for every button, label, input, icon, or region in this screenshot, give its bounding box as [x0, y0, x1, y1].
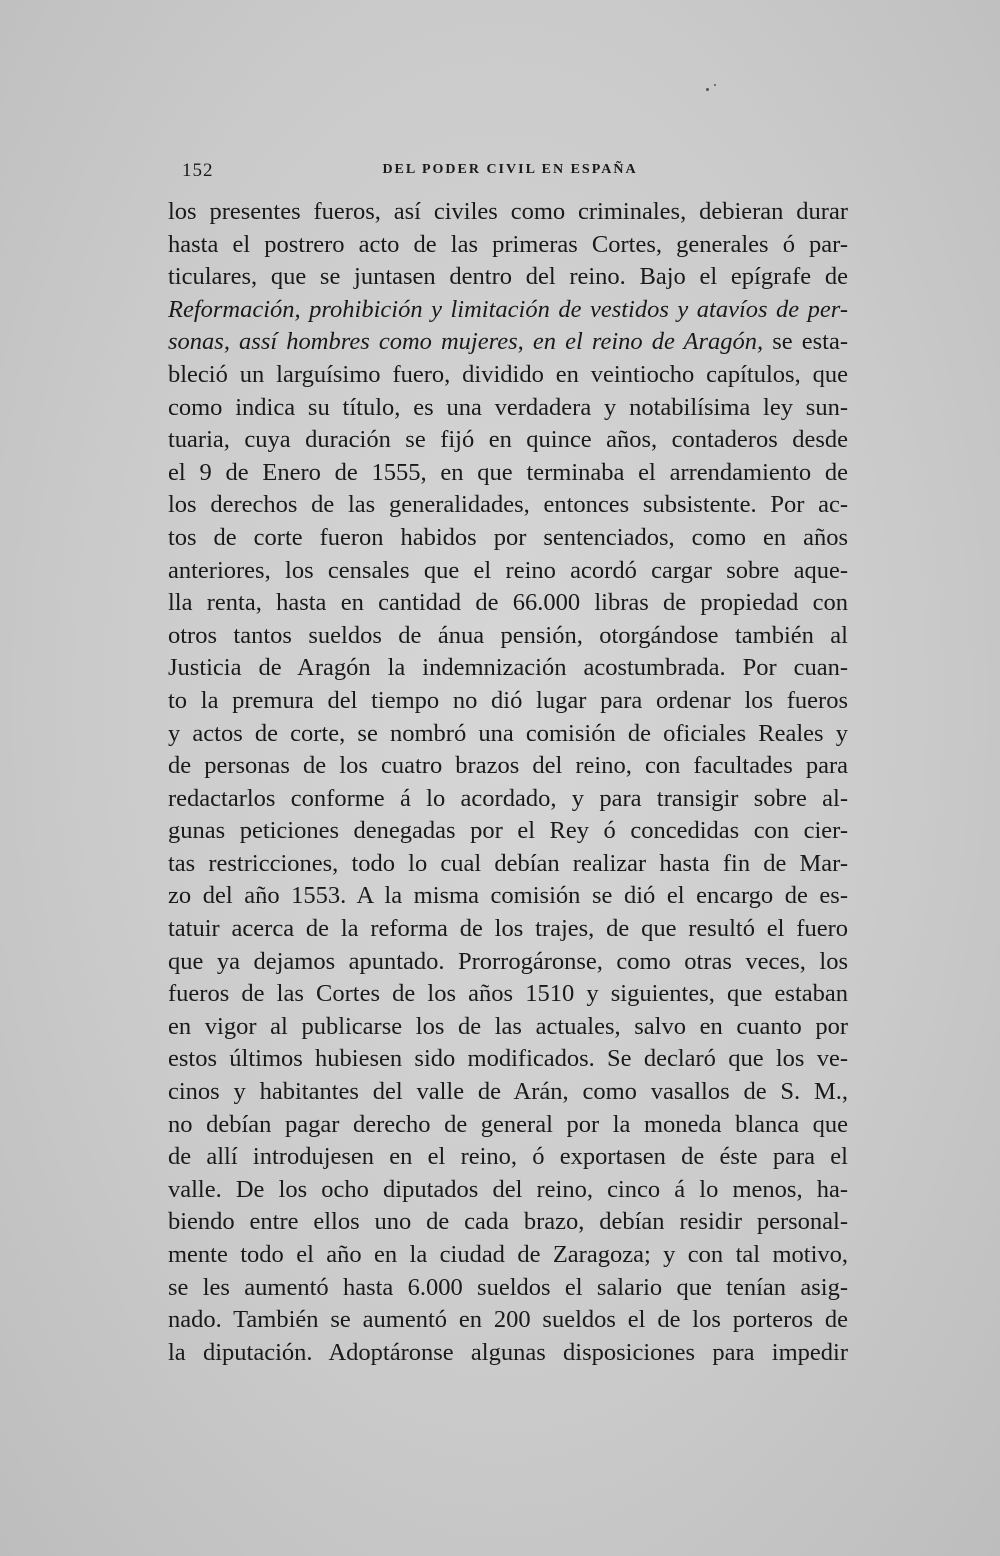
text-line: [168, 652, 848, 685]
italic-text: sonas, assí hombres como mujeres, en el reino de Aragón,: [168, 328, 764, 356]
text-line: [168, 489, 848, 522]
text-run: de personas de los cuatro brazos del reino, con facultades para: [168, 752, 848, 780]
text-run: la diputación. Adoptáronse algunas disposiciones para impedir: [168, 1338, 848, 1366]
text-line: [168, 978, 848, 1011]
text-line: [168, 1141, 848, 1174]
text-line: [168, 880, 848, 913]
text-line: [168, 229, 848, 262]
text-line: [168, 620, 848, 653]
text-line: [168, 1304, 848, 1337]
text-run: tas restricciones, todo lo cual debían realizar hasta fin de Mar-: [168, 849, 848, 877]
text-run: de allí introdujesen en el reino, ó exportasen de éste para el: [168, 1143, 848, 1171]
text-line: [168, 522, 848, 555]
text-line: [168, 1206, 848, 1239]
text-line: [168, 424, 848, 457]
text-line: [168, 359, 848, 392]
text-run: Justicia de Aragón la indemnización acostumbrada. Por cuan-: [168, 654, 848, 682]
text-line: [168, 294, 848, 327]
text-line: [168, 848, 848, 881]
text-run: hasta el postrero acto de las primeras Cortes, generales ó par-: [168, 230, 848, 258]
text-line: [168, 261, 848, 294]
text-run: estos últimos hubiesen sido modificados. Se declaró que los ve-: [168, 1045, 848, 1073]
text-run: anteriores, los censales que el reino acordó cargar sobre aque-: [168, 556, 848, 584]
text-line: [168, 1239, 848, 1272]
text-run: los presentes fueros, así civiles como criminales, debieran durar: [168, 198, 848, 225]
text-line: [168, 1043, 848, 1076]
text-run: otros tantos sueldos de ánua pensión, otorgándose también al: [168, 621, 848, 649]
text-line: [168, 1272, 848, 1305]
text-run: nado. También se aumentó en 200 sueldos el de los porteros de: [168, 1306, 848, 1334]
text-line: [168, 1076, 848, 1109]
text-run: biendo entre ellos uno de cada brazo, debían residir personal-: [168, 1208, 848, 1236]
text-run: no debían pagar derecho de general por la moneda blanca que: [168, 1110, 848, 1138]
text-line: [168, 1011, 848, 1044]
text-run: bleció un larguísimo fuero, dividido en veintiocho capítulos, que: [168, 360, 848, 388]
text-line: [168, 815, 848, 848]
text-run: los derechos de las generalidades, entonces subsistente. Por ac-: [168, 491, 848, 519]
page-number: 152: [182, 160, 214, 181]
text-run: to la premura del tiempo no dió lugar para ordenar los fueros: [168, 686, 848, 714]
text-run: el 9 de Enero de 1555, en que terminaba el arrendamiento de: [168, 458, 848, 486]
text-line: [168, 913, 848, 946]
text-line: [168, 685, 848, 718]
text-line: [168, 326, 848, 359]
ink-speck: [714, 84, 716, 86]
text-run: tuaria, cuya duración se fijó en quince años, contaderos desde: [168, 426, 848, 454]
text-line: [168, 587, 848, 620]
running-title: DEL PODER CIVIL EN ESPAÑA: [382, 162, 638, 177]
text-line: [168, 1174, 848, 1207]
text-run: tos de corte fueron habidos por sentenciados, como en años: [168, 523, 848, 551]
text-run: que ya dejamos apuntado. Prorrogáronse, como otras veces, los: [168, 947, 848, 975]
text-run: valle. De los ocho diputados del reino, cinco á lo menos, ha-: [168, 1175, 848, 1203]
text-line: [168, 718, 848, 751]
text-run: mente todo el año en la ciudad de Zaragoza; y con tal motivo,: [168, 1241, 848, 1268]
text-run: zo del año 1553. A la misma comisión se dió el encargo de es-: [168, 882, 848, 910]
text-line: [168, 1109, 848, 1142]
page-header: [174, 160, 846, 184]
text-run: cinos y habitantes del valle de Arán, como vasallos de S. M.,: [168, 1078, 848, 1106]
body-text: [168, 196, 848, 1369]
text-run: como indica su título, es una verdadera y notabilísima ley sun-: [168, 393, 848, 421]
text-line: [168, 946, 848, 979]
text-run: en vigor al publicarse los de las actuales, salvo en cuanto por: [168, 1012, 848, 1040]
text-line: [168, 196, 848, 229]
text-run: tatuir acerca de la reforma de los trajes, de que resultó el fuero: [168, 915, 848, 943]
text-run: gunas peticiones denegadas por el Rey ó concedidas con cier-: [168, 817, 848, 845]
text-run: se les aumentó hasta 6.000 sueldos el salario que tenían asig-: [168, 1273, 848, 1301]
text-line: [168, 1337, 848, 1370]
text-run: ticulares, que se juntasen dentro del reino. Bajo el epígrafe de: [168, 263, 848, 291]
text-line: [168, 555, 848, 588]
text-run: fueros de las Cortes de los años 1510 y siguientes, que estaban: [168, 980, 848, 1008]
text-line: [168, 783, 848, 816]
text-run: redactarlos conforme á lo acordado, y para transigir sobre al-: [168, 784, 848, 812]
text-line: [168, 457, 848, 490]
ink-speck: [706, 88, 709, 91]
italic-text: Reformación, prohibición y limitación de vestidos y atavíos de per-: [168, 295, 848, 323]
text-run: lla renta, hasta en cantidad de 66.000 libras de propiedad con: [168, 589, 848, 617]
text-line: [168, 750, 848, 783]
text-run: se esta-: [763, 328, 848, 356]
text-line: [168, 392, 848, 425]
text-run: y actos de corte, se nombró una comisión de oficiales Reales y: [168, 719, 848, 747]
